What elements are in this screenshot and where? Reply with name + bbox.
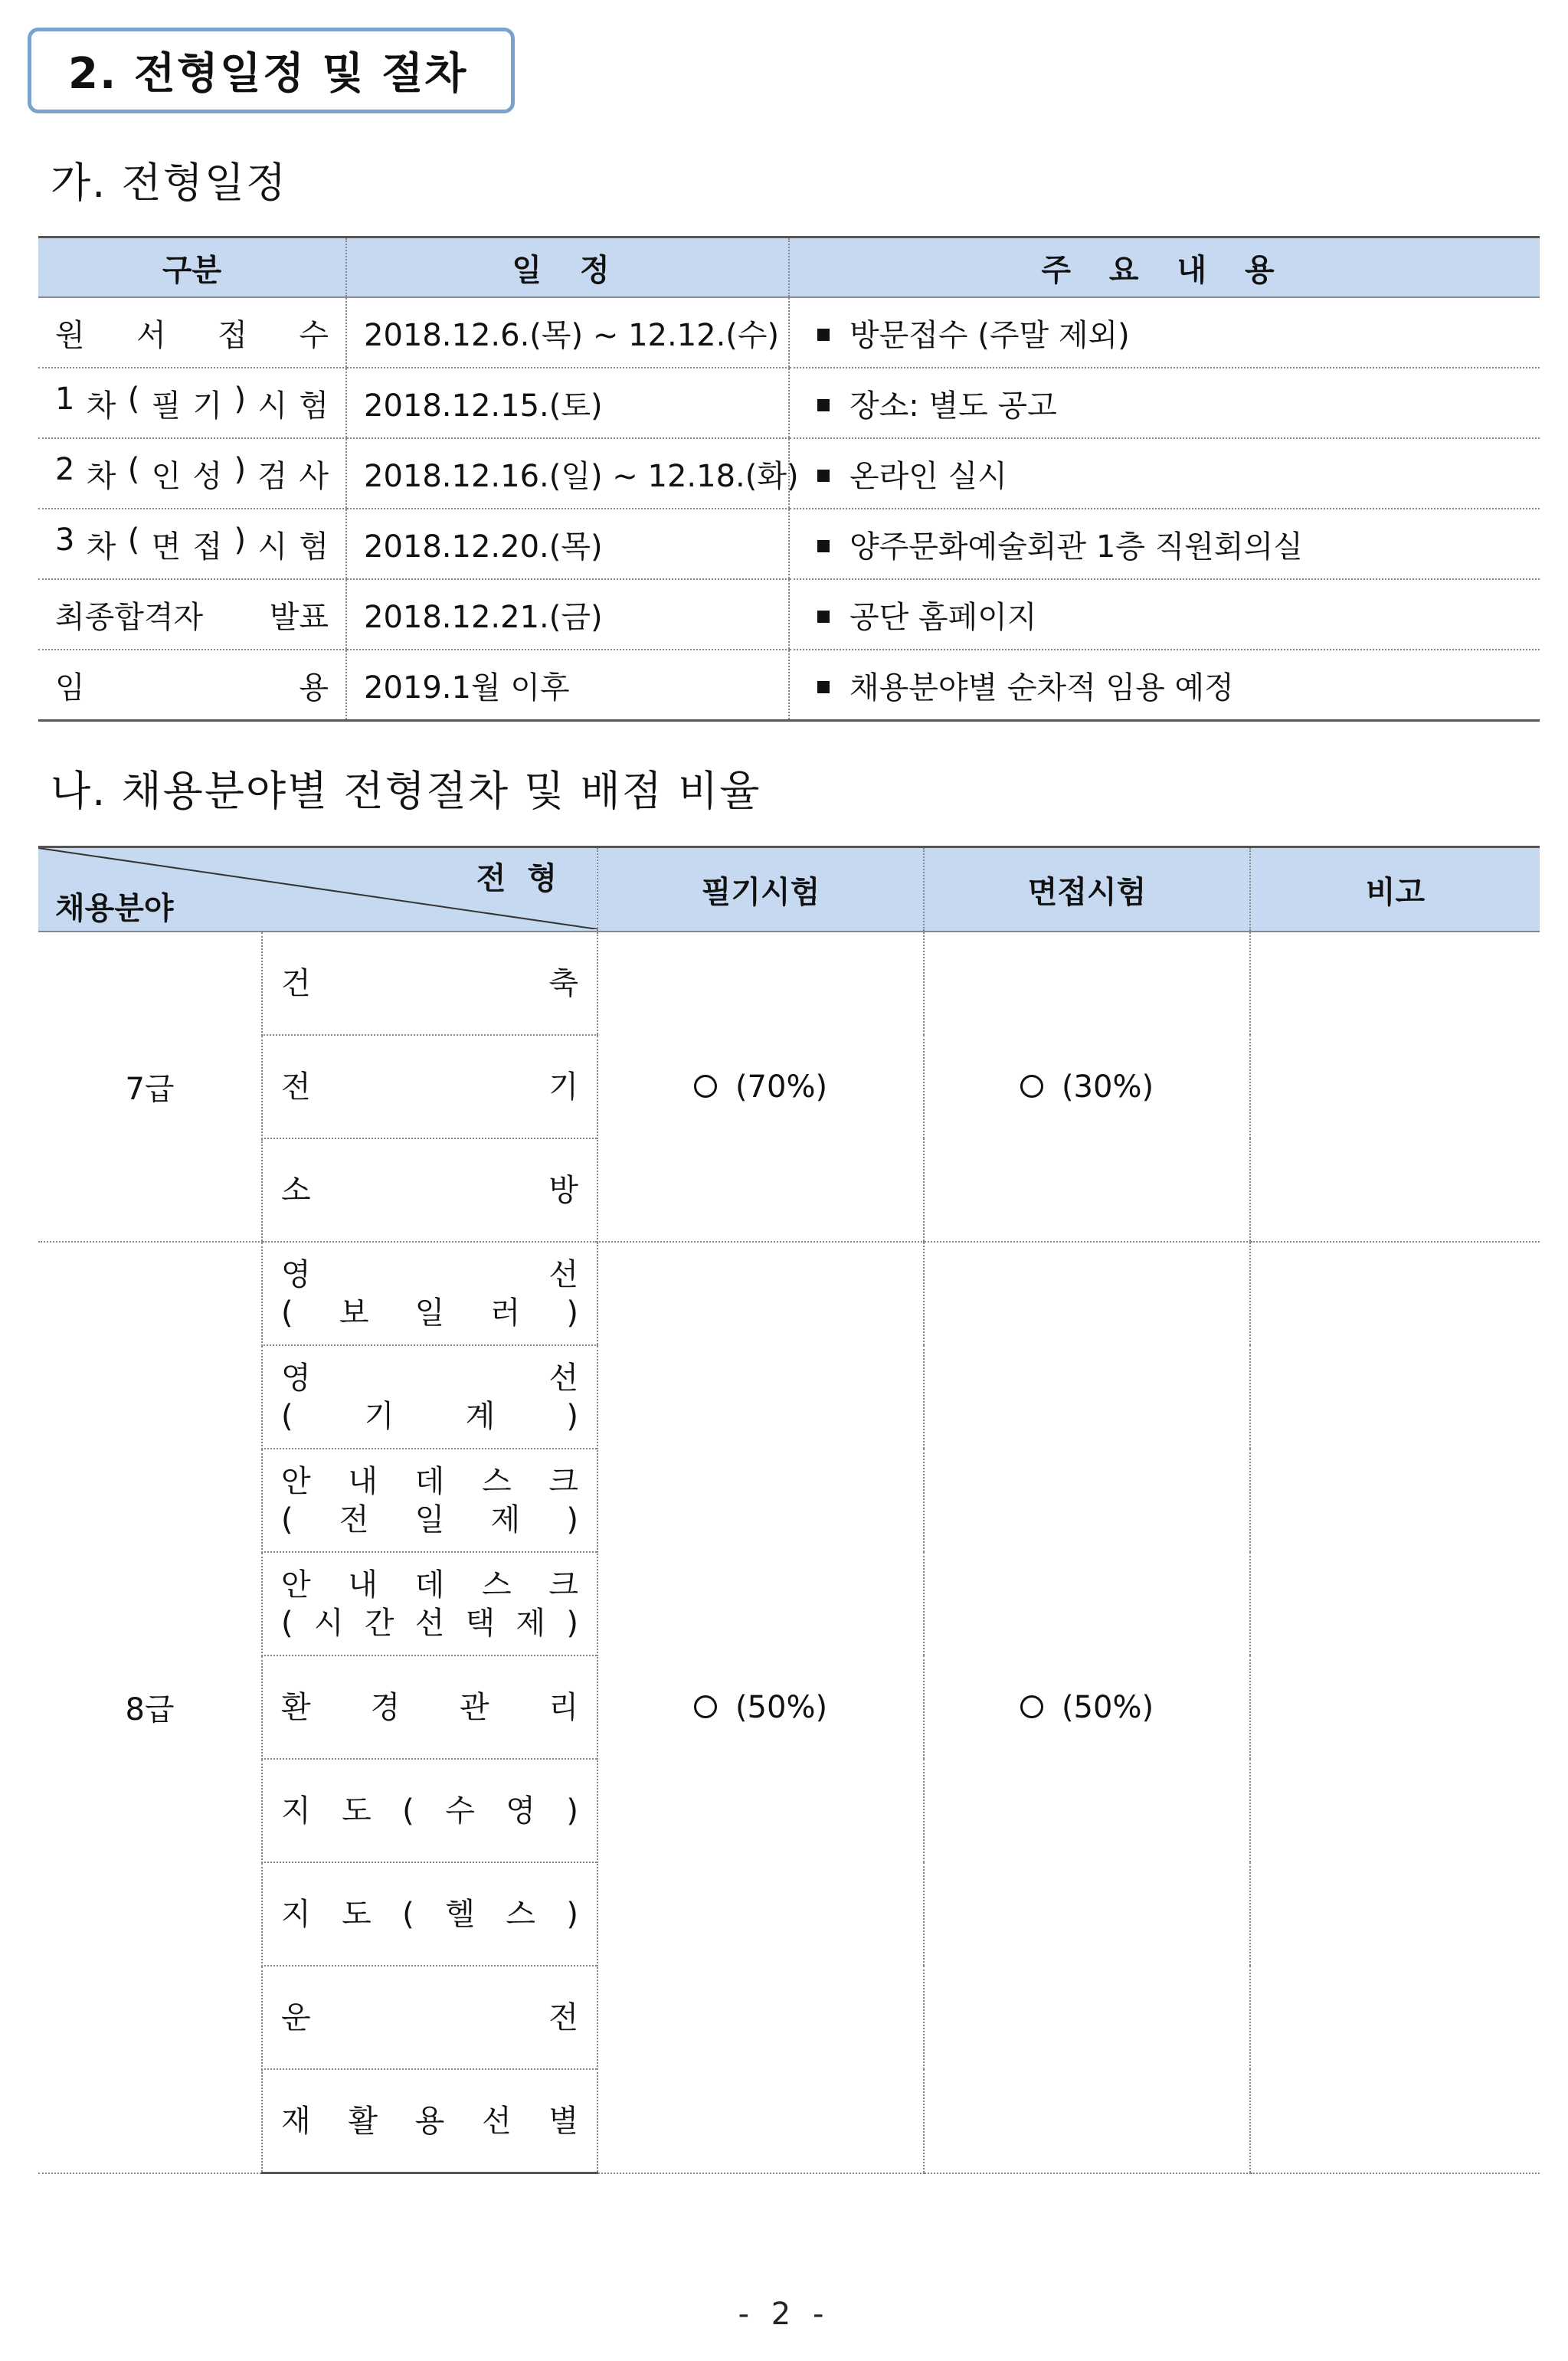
schedule-content-cell — [789, 579, 1540, 650]
field-char: 간 — [364, 1605, 394, 1641]
field-char: 용 — [414, 2103, 445, 2139]
field-char: 크 — [548, 1567, 578, 1603]
schedule-date-cell: 2018.12.20.(목) — [346, 509, 789, 579]
schedule-content-text: 공단 홈페이지 — [849, 599, 1037, 635]
label-char: 수 — [299, 317, 329, 353]
field-char: ( — [281, 1295, 293, 1331]
field-char: 리 — [548, 1689, 578, 1725]
written-exam-cell — [597, 1242, 924, 2173]
field-char: 방 — [548, 1172, 578, 1208]
field-cell — [262, 1138, 597, 1242]
schedule-content-cell — [789, 368, 1540, 438]
schedule-row — [38, 438, 1540, 509]
label-char: 접 — [218, 317, 247, 353]
written-exam-ratio: (70%) — [735, 1069, 828, 1105]
circle-mark-icon — [1020, 1075, 1043, 1098]
square-bullet-icon — [817, 329, 830, 341]
label-char: ) — [234, 522, 247, 558]
field-char: 전 — [548, 1999, 578, 2035]
schedule-date-cell: 2018.12.16.(일) ~ 12.18.(화) — [346, 438, 789, 509]
label-char: 험 — [299, 529, 329, 565]
field-char: ( — [281, 1605, 293, 1641]
field-char: ) — [566, 1896, 578, 1932]
field-char: 계 — [465, 1398, 496, 1434]
field-char: 영 — [506, 1793, 535, 1829]
schedule-content-text: 채용분야별 순차적 임용 예정 — [849, 670, 1234, 706]
field-char: 일 — [414, 1295, 445, 1331]
section-title: 2. 전형일정 및 절차 — [68, 49, 468, 99]
field-char: 운 — [281, 1999, 311, 2035]
field-label-line — [281, 1688, 578, 1727]
interview-cell — [924, 932, 1250, 1242]
field-label-line — [281, 1792, 578, 1830]
field-cell — [262, 1345, 597, 1449]
square-bullet-icon — [817, 611, 830, 623]
field-char: 제 — [490, 1501, 521, 1537]
schedule-category-label — [55, 663, 329, 707]
field-char: ) — [566, 1501, 578, 1537]
schedule-header-category: 구분 — [38, 237, 346, 298]
schedule-row — [38, 368, 1540, 438]
page-number: - 2 - — [738, 2297, 830, 2332]
field-label-line — [281, 1256, 578, 1294]
label-char: 시 — [257, 388, 288, 424]
field-char: 크 — [548, 1463, 578, 1499]
label-char: 차 — [86, 458, 116, 494]
field-char: 시 — [313, 1605, 344, 1641]
field-char: 안 — [281, 1567, 311, 1603]
field-label-line — [281, 1604, 578, 1642]
written-exam-cell — [597, 932, 924, 1242]
field-cell — [262, 1242, 597, 1345]
label-char: 면 — [151, 529, 182, 565]
field-char: 축 — [548, 965, 578, 1001]
field-char: 경 — [370, 1689, 401, 1725]
label-char: 성 — [192, 458, 223, 494]
schedule-date-cell: 2019.1월 이후 — [346, 650, 789, 721]
field-char: 선 — [414, 1605, 445, 1641]
label-char: 원 — [55, 317, 85, 353]
field-char: 선 — [548, 1360, 578, 1396]
field-char: 택 — [465, 1605, 496, 1641]
field-char: 영 — [281, 1256, 311, 1292]
field-label-line — [281, 1359, 578, 1397]
label-char: 필 — [151, 388, 182, 424]
label-char: 사 — [299, 458, 329, 494]
schedule-content-cell — [789, 650, 1540, 721]
field-char: 안 — [281, 1463, 311, 1499]
schedule-category-label — [55, 452, 329, 496]
field-cell — [262, 1966, 597, 2069]
schedule-date-cell: 2018.12.15.(토) — [346, 368, 789, 438]
field-char: 활 — [348, 2103, 378, 2139]
schedule-content-text: 양주문화예술회관 1층 직원회의실 — [849, 529, 1303, 565]
field-char: 도 — [342, 1896, 372, 1932]
schedule-category-cell — [38, 297, 346, 368]
field-char: 내 — [348, 1567, 378, 1603]
label-char: ( — [127, 381, 140, 417]
field-char: ( — [402, 1793, 414, 1829]
field-char: 보 — [339, 1295, 369, 1331]
field-label-line — [281, 1068, 578, 1106]
field-char: 영 — [281, 1360, 311, 1396]
schedule-header-date: 일 정 — [346, 237, 789, 298]
subheading-schedule: 가. 전형일정 — [51, 159, 288, 207]
label-char: 2 — [55, 451, 75, 487]
label-char: 차 — [86, 529, 116, 565]
label-char: 검 — [257, 458, 288, 494]
field-char: 관 — [459, 1689, 489, 1725]
field-cell — [262, 1759, 597, 1862]
field-label-line — [281, 2102, 578, 2140]
schedule-category-cell — [38, 579, 346, 650]
field-char: 도 — [342, 1793, 372, 1829]
field-label-line — [281, 1171, 578, 1210]
field-cell — [262, 2069, 597, 2173]
circle-mark-icon — [694, 1075, 717, 1098]
field-char: 지 — [281, 1793, 311, 1829]
label-char: 3 — [55, 522, 75, 558]
field-char: 별 — [548, 2103, 578, 2139]
process-header-note: 비고 — [1250, 847, 1540, 932]
field-label-line — [281, 1294, 578, 1332]
square-bullet-icon — [817, 470, 830, 482]
schedule-category-label — [55, 522, 329, 566]
field-char: ) — [566, 1295, 578, 1331]
field-char: 헬 — [445, 1896, 475, 1932]
grade-cell: 8급 — [38, 1242, 262, 2173]
written-exam-ratio: (50%) — [735, 1689, 828, 1725]
field-char: 제 — [516, 1605, 546, 1641]
field-char: 건 — [281, 965, 311, 1001]
field-char: ( — [281, 1501, 293, 1537]
field-label-line — [281, 1895, 578, 1934]
label-char: 임 — [55, 670, 85, 706]
field-char: 기 — [364, 1398, 394, 1434]
schedule-date-cell: 2018.12.6.(목) ~ 12.12.(수) — [346, 297, 789, 368]
label-char: 험 — [299, 388, 329, 424]
field-char: 스 — [481, 1567, 512, 1603]
interview-cell — [924, 1242, 1250, 2173]
schedule-category-cell — [38, 438, 346, 509]
square-bullet-icon — [817, 399, 830, 411]
process-table — [38, 846, 1540, 2174]
schedule-content-cell — [789, 509, 1540, 579]
schedule-content-text: 방문접수 (주말 제외) — [849, 317, 1130, 353]
field-char: 환 — [281, 1689, 311, 1725]
schedule-content-text: 온라인 실시 — [849, 458, 1007, 494]
label-char: 최종합격자 — [55, 599, 204, 635]
note-cell — [1250, 932, 1540, 1242]
field-label-line — [281, 1999, 578, 2037]
schedule-category-label — [55, 381, 329, 425]
label-char: ( — [127, 451, 140, 487]
diagonal-header-top: 전형 — [476, 861, 578, 896]
schedule-content-text: 장소: 별도 공고 — [849, 388, 1057, 424]
field-char: 소 — [281, 1172, 311, 1208]
field-label-line — [281, 964, 578, 1003]
process-header-row — [38, 847, 1540, 932]
field-char: 일 — [414, 1501, 445, 1537]
label-char: 1 — [55, 381, 75, 417]
field-char: 내 — [348, 1463, 378, 1499]
square-bullet-icon — [817, 681, 830, 693]
section-title-box — [28, 28, 515, 113]
square-bullet-icon — [817, 540, 830, 552]
process-row — [38, 1242, 1540, 1345]
field-label-line — [281, 1501, 578, 1539]
label-char: 기 — [192, 388, 223, 424]
note-cell — [1250, 1242, 1540, 2173]
schedule-row — [38, 650, 1540, 721]
field-char: 스 — [506, 1896, 535, 1932]
field-cell — [262, 932, 597, 1035]
field-char: ) — [566, 1398, 578, 1434]
grade-cell: 7급 — [38, 932, 262, 1242]
interview-ratio: (50%) — [1061, 1689, 1154, 1725]
field-cell — [262, 1449, 597, 1552]
field-label-line — [281, 1397, 578, 1436]
field-label-line — [281, 1462, 578, 1501]
diagonal-header-cell — [38, 847, 597, 932]
schedule-row — [38, 509, 1540, 579]
field-char: 러 — [490, 1295, 521, 1331]
process-header-interview: 면접시험 — [924, 847, 1250, 932]
field-cell — [262, 1862, 597, 1966]
field-cell — [262, 1655, 597, 1759]
interview-ratio: (30%) — [1061, 1069, 1154, 1105]
label-char: ) — [234, 381, 247, 417]
schedule-row — [38, 297, 1540, 368]
process-row — [38, 932, 1540, 1035]
schedule-category-cell — [38, 509, 346, 579]
schedule-content-cell — [789, 438, 1540, 509]
circle-mark-icon — [694, 1695, 717, 1718]
field-label-line — [281, 1566, 578, 1604]
schedule-header-content: 주 요 내 용 — [789, 237, 1540, 298]
schedule-table — [38, 236, 1540, 722]
label-char: 차 — [86, 388, 116, 424]
field-char: ( — [402, 1896, 414, 1932]
field-char: 재 — [281, 2103, 311, 2139]
label-char: 접 — [192, 529, 223, 565]
field-char: 전 — [339, 1501, 369, 1537]
field-cell — [262, 1035, 597, 1138]
field-char: ( — [281, 1398, 293, 1434]
schedule-row — [38, 579, 1540, 650]
field-char: 기 — [548, 1069, 578, 1105]
field-char: ) — [566, 1793, 578, 1829]
field-char: 선 — [481, 2103, 512, 2139]
field-cell — [262, 1552, 597, 1655]
process-header-written: 필기시험 — [597, 847, 924, 932]
label-char: 용 — [299, 670, 329, 706]
field-char: ) — [566, 1605, 578, 1641]
schedule-date-cell: 2018.12.21.(금) — [346, 579, 789, 650]
schedule-content-cell — [789, 297, 1540, 368]
label-char: 발표 — [269, 599, 329, 635]
schedule-category-cell — [38, 368, 346, 438]
field-char: 지 — [281, 1896, 311, 1932]
field-char: 전 — [281, 1069, 311, 1105]
label-char: 인 — [151, 458, 182, 494]
label-char: ( — [127, 522, 140, 558]
diagonal-header-bottom: 채용분야 — [55, 891, 174, 926]
schedule-category-label — [55, 311, 329, 355]
field-char: 선 — [548, 1256, 578, 1292]
field-char: 스 — [481, 1463, 512, 1499]
field-char: 데 — [414, 1567, 445, 1603]
schedule-category-label — [55, 593, 329, 637]
label-char: 시 — [257, 529, 288, 565]
schedule-header-row — [38, 237, 1540, 298]
circle-mark-icon — [1020, 1695, 1043, 1718]
schedule-category-cell — [38, 650, 346, 721]
label-char: 서 — [136, 317, 166, 353]
field-char: 수 — [445, 1793, 475, 1829]
label-char: ) — [234, 451, 247, 487]
field-char: 데 — [414, 1463, 445, 1499]
subheading-process: 나. 채용분야별 전형절차 및 배점 비율 — [51, 767, 761, 815]
